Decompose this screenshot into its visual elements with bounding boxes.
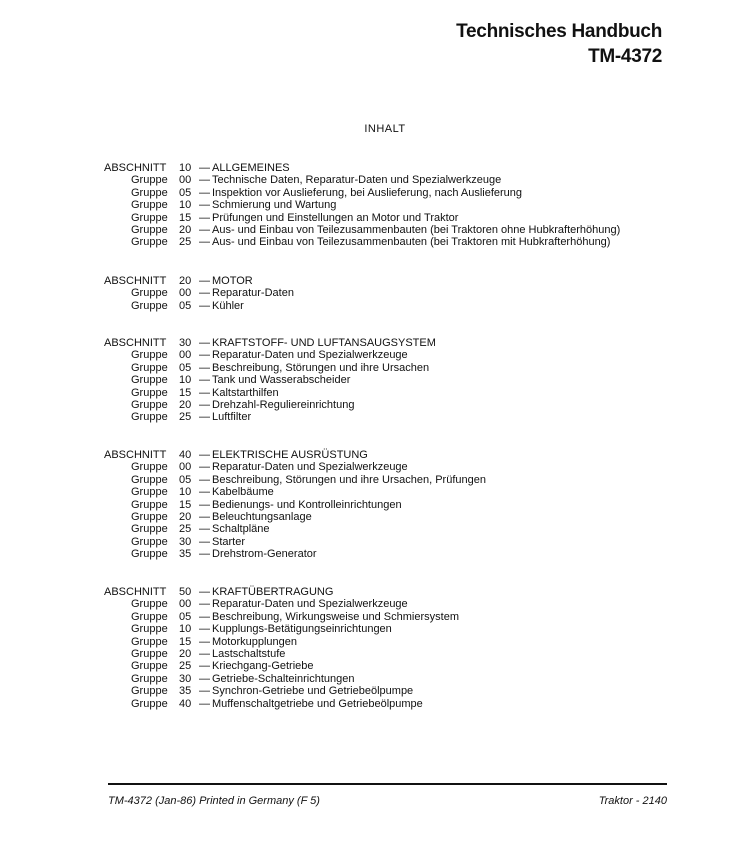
group-number: 35: [179, 685, 192, 698]
group-label: Gruppe: [131, 386, 168, 399]
group-label: Gruppe: [131, 535, 168, 548]
group-title: Kaltstarthilfen: [212, 386, 279, 399]
group-number: 05: [179, 186, 192, 199]
group-number: 05: [179, 299, 192, 312]
group-label: Gruppe: [131, 199, 168, 212]
group-title: Lastschaltstufe: [212, 648, 286, 661]
group-label: Gruppe: [131, 697, 168, 710]
group-label: Gruppe: [131, 685, 168, 698]
group-row: [104, 548, 486, 560]
group-row: [104, 187, 620, 199]
group-title: Kriechgang-Getriebe: [212, 660, 314, 673]
section-title: ALLGEMEINES: [212, 162, 290, 174]
group-number: 35: [179, 548, 192, 561]
group-row: [104, 673, 459, 685]
toc-section: [104, 162, 620, 249]
group-number: 15: [179, 386, 192, 399]
group-number: 10: [179, 486, 192, 499]
group-number: 25: [179, 236, 192, 249]
group-label: Gruppe: [131, 299, 168, 312]
group-row: [104, 474, 486, 486]
group-number: 25: [179, 660, 192, 673]
group-row: [104, 486, 486, 498]
section-title: KRAFTSTOFF- UND LUFTANSAUGSYSTEM: [212, 337, 436, 349]
group-label: Gruppe: [131, 349, 168, 362]
footer-divider: [108, 783, 667, 785]
dash: —: [199, 648, 210, 661]
group-number: 05: [179, 610, 192, 623]
dash: —: [199, 523, 210, 536]
dash: —: [199, 275, 210, 287]
group-row: [104, 636, 459, 648]
group-number: 05: [179, 361, 192, 374]
dash: —: [199, 162, 210, 174]
group-row: [104, 623, 459, 635]
group-row: [104, 523, 486, 535]
group-number: 15: [179, 498, 192, 511]
section-heading-row: [104, 162, 620, 174]
dash: —: [199, 199, 210, 212]
section-label: ABSCHNITT: [104, 586, 167, 598]
group-title: Muffenschaltgetriebe und Getriebeölpumpe: [212, 697, 423, 710]
footer-print-info: TM-4372 (Jan-86) Printed in Germany (F 5): [108, 795, 320, 807]
dash: —: [199, 498, 210, 511]
group-title: Kupplungs-Betätigungseinrichtungen: [212, 623, 392, 636]
dash: —: [199, 337, 210, 349]
group-title: Schmierung und Wartung: [212, 199, 337, 212]
section-heading-row: [104, 449, 486, 461]
dash: —: [199, 411, 210, 424]
group-row: [104, 698, 459, 710]
group-label: Gruppe: [131, 486, 168, 499]
toc-section: [104, 275, 294, 312]
group-number: 10: [179, 199, 192, 212]
group-title: Prüfungen und Einstellungen an Motor und Traktor: [212, 211, 459, 224]
group-row: [104, 224, 620, 236]
group-row: [104, 236, 620, 248]
group-number: 15: [179, 211, 192, 224]
group-title: Starter: [212, 535, 246, 548]
dash: —: [199, 623, 210, 636]
group-row: [104, 511, 486, 523]
section-heading-row: [104, 337, 436, 349]
group-number: 10: [179, 623, 192, 636]
group-row: [104, 374, 436, 386]
section-number: 10: [179, 162, 192, 174]
dash: —: [199, 399, 210, 412]
dash: —: [199, 697, 210, 710]
dash: —: [199, 236, 210, 249]
group-number: 20: [179, 511, 192, 524]
group-number: 30: [179, 672, 192, 685]
section-number: 20: [179, 275, 192, 287]
section-number: 40: [179, 449, 192, 461]
group-label: Gruppe: [131, 498, 168, 511]
dash: —: [199, 287, 210, 300]
group-label: Gruppe: [131, 523, 168, 536]
group-label: Gruppe: [131, 672, 168, 685]
section-title: KRAFTÜBERTRAGUNG: [212, 586, 334, 598]
dash: —: [199, 299, 210, 312]
section-label: ABSCHNITT: [104, 275, 167, 287]
section-number: 30: [179, 337, 192, 349]
footer-product: Traktor - 2140: [598, 795, 667, 807]
group-row: [104, 536, 486, 548]
group-label: Gruppe: [131, 399, 168, 412]
group-label: Gruppe: [131, 374, 168, 387]
group-number: 30: [179, 535, 192, 548]
toc-section: [104, 586, 459, 710]
group-row: [104, 685, 459, 697]
group-label: Gruppe: [131, 174, 168, 187]
dash: —: [199, 174, 210, 187]
dash: —: [199, 598, 210, 611]
group-number: 20: [179, 399, 192, 412]
dash: —: [199, 672, 210, 685]
group-title: Aus- und Einbau von Teilezusammenbauten (bei Traktoren ohne Hubkrafterhöhung): [212, 224, 621, 237]
group-title: Reparatur-Daten: [212, 287, 294, 300]
group-label: Gruppe: [131, 224, 168, 237]
dash: —: [199, 449, 210, 461]
group-label: Gruppe: [131, 211, 168, 224]
group-number: 20: [179, 224, 192, 237]
group-title: Inspektion vor Auslieferung, bei Auslieferung, nach Auslieferung: [212, 186, 523, 199]
dash: —: [199, 535, 210, 548]
group-title: Beschreibung, Wirkungsweise und Schmiersystem: [212, 610, 459, 623]
group-title: Schaltpläne: [212, 523, 270, 536]
group-title: Kühler: [212, 299, 244, 312]
group-row: [104, 212, 620, 224]
group-title: Bedienungs- und Kontrolleinrichtungen: [212, 498, 402, 511]
section-label: ABSCHNITT: [104, 337, 167, 349]
dash: —: [199, 224, 210, 237]
group-row: [104, 598, 459, 610]
section-title: MOTOR: [212, 275, 253, 287]
toc-section: [104, 449, 486, 561]
group-label: Gruppe: [131, 511, 168, 524]
group-number: 05: [179, 473, 192, 486]
group-row: [104, 461, 486, 473]
group-row: [104, 199, 620, 211]
group-number: 00: [179, 349, 192, 362]
group-title: Aus- und Einbau von Teilezusammenbauten (bei Traktoren mit Hubkrafterhöhung): [212, 236, 611, 249]
dash: —: [199, 586, 210, 598]
dash: —: [199, 386, 210, 399]
group-label: Gruppe: [131, 610, 168, 623]
group-number: 00: [179, 174, 192, 187]
group-row: [104, 362, 436, 374]
group-label: Gruppe: [131, 598, 168, 611]
group-number: 00: [179, 598, 192, 611]
group-title: Tank und Wasserabscheider: [212, 374, 351, 387]
group-title: Beschreibung, Störungen und ihre Ursachen, Prüfungen: [212, 473, 486, 486]
group-row: [104, 499, 486, 511]
group-title: Beschreibung, Störungen und ihre Ursachen: [212, 361, 430, 374]
section-heading-row: [104, 275, 294, 287]
dash: —: [199, 211, 210, 224]
dash: —: [199, 349, 210, 362]
group-row: [104, 611, 459, 623]
group-label: Gruppe: [131, 635, 168, 648]
dash: —: [199, 610, 210, 623]
dash: —: [199, 473, 210, 486]
dash: —: [199, 361, 210, 374]
group-row: [104, 287, 294, 299]
group-number: 25: [179, 411, 192, 424]
group-row: [104, 387, 436, 399]
group-title: Drehstrom-Generator: [212, 548, 317, 561]
group-number: 00: [179, 461, 192, 474]
group-label: Gruppe: [131, 623, 168, 636]
group-number: 15: [179, 635, 192, 648]
group-number: 10: [179, 374, 192, 387]
group-row: [104, 660, 459, 672]
section-label: ABSCHNITT: [104, 162, 167, 174]
group-label: Gruppe: [131, 411, 168, 424]
group-title: Getriebe-Schalteinrichtungen: [212, 672, 355, 685]
dash: —: [199, 461, 210, 474]
group-label: Gruppe: [131, 287, 168, 300]
group-title: Synchron-Getriebe und Getriebeölpumpe: [212, 685, 414, 698]
dash: —: [199, 685, 210, 698]
manual-title: Technisches Handbuch: [456, 21, 662, 42]
group-row: [104, 174, 620, 186]
group-row: [104, 399, 436, 411]
section-label: ABSCHNITT: [104, 449, 167, 461]
dash: —: [199, 548, 210, 561]
dash: —: [199, 374, 210, 387]
dash: —: [199, 486, 210, 499]
group-title: Luftfilter: [212, 411, 252, 424]
group-number: 25: [179, 523, 192, 536]
group-row: [104, 411, 436, 423]
group-title: Drehzahl-Reguliereinrichtung: [212, 399, 355, 412]
dash: —: [199, 635, 210, 648]
dash: —: [199, 511, 210, 524]
group-label: Gruppe: [131, 461, 168, 474]
group-label: Gruppe: [131, 186, 168, 199]
group-title: Reparatur-Daten und Spezialwerkzeuge: [212, 349, 408, 362]
manual-code: TM-4372: [588, 46, 662, 67]
group-title: Motorkupplungen: [212, 635, 298, 648]
dash: —: [199, 186, 210, 199]
group-row: [104, 648, 459, 660]
group-label: Gruppe: [131, 660, 168, 673]
section-heading-row: [104, 586, 459, 598]
group-title: Reparatur-Daten und Spezialwerkzeuge: [212, 461, 408, 474]
group-label: Gruppe: [131, 548, 168, 561]
group-row: [104, 349, 436, 361]
section-number: 50: [179, 586, 192, 598]
toc-section: [104, 337, 436, 424]
group-title: Technische Daten, Reparatur-Daten und Spezialwerkzeuge: [212, 174, 502, 187]
group-label: Gruppe: [131, 361, 168, 374]
group-label: Gruppe: [131, 236, 168, 249]
section-title: ELEKTRISCHE AUSRÜSTUNG: [212, 449, 368, 461]
group-label: Gruppe: [131, 473, 168, 486]
group-number: 40: [179, 697, 192, 710]
group-number: 20: [179, 648, 192, 661]
group-title: Kabelbäume: [212, 486, 274, 499]
group-row: [104, 300, 294, 312]
group-number: 00: [179, 287, 192, 300]
group-label: Gruppe: [131, 648, 168, 661]
toc-heading: INHALT: [364, 123, 406, 135]
dash: —: [199, 660, 210, 673]
group-title: Beleuchtungsanlage: [212, 511, 312, 524]
group-title: Reparatur-Daten und Spezialwerkzeuge: [212, 598, 408, 611]
